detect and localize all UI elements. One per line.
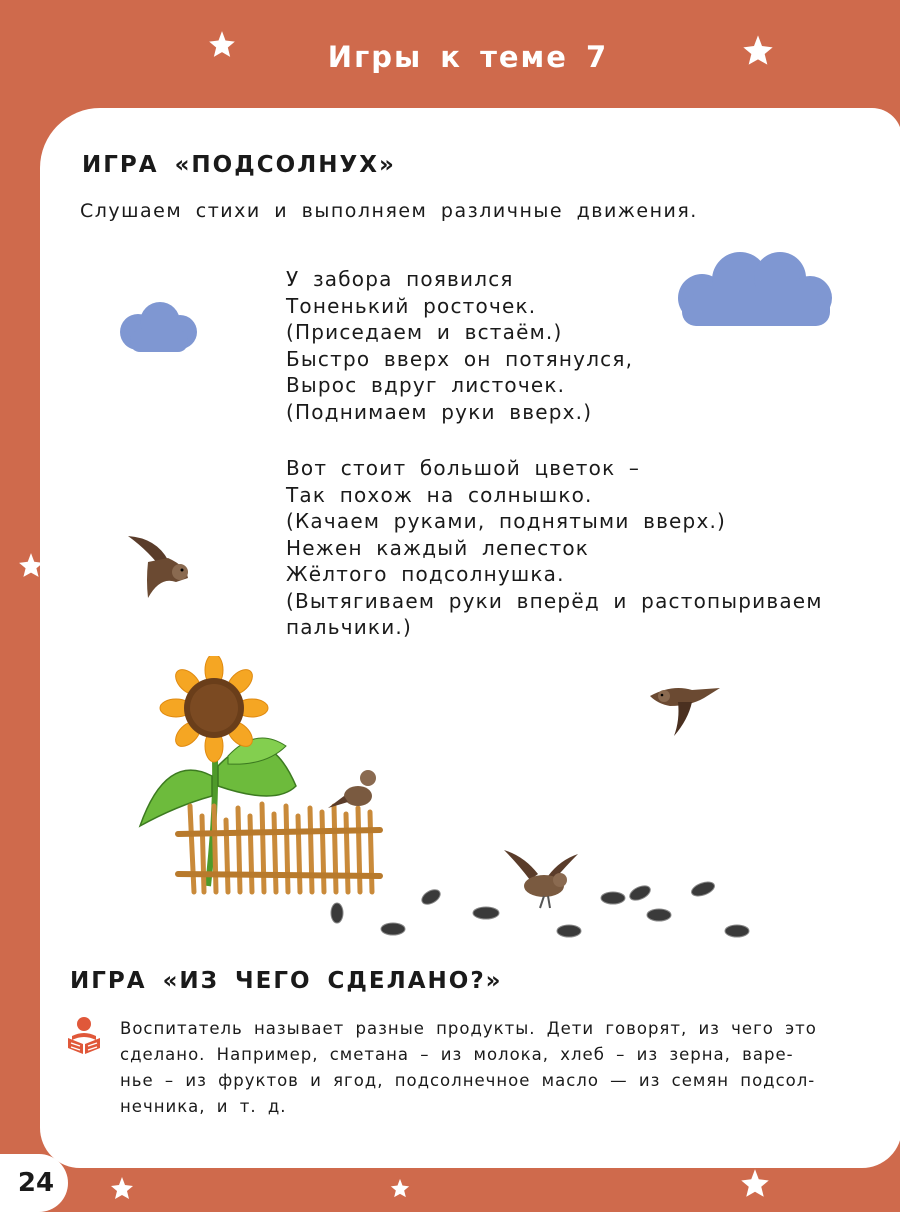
instruction-line: нье – из фруктов и ягод, подсолнечное масло — из семян подсол- (120, 1071, 816, 1090)
instruction-line: Воспитатель называет разные продукты. Дети говорят, из чего это (120, 1019, 817, 1038)
poem-line: Вырос вдруг листочек. (286, 373, 566, 397)
poem-line: (Поднимаем руки вверх.) (286, 399, 593, 424)
instruction-line: нечника, и т. д. (120, 1097, 287, 1116)
poem-line: Нежен каждый лепесток (286, 535, 590, 560)
poem-line: Так похож на солнышко. (286, 482, 593, 507)
star-icon (110, 1176, 134, 1200)
poem-line: (Вытягиваем руки вперёд и растопыриваем (286, 588, 823, 613)
sunflower-icon (136, 656, 386, 906)
seed-icon (472, 906, 500, 920)
poem-line: (Качаем руками, поднятыми вверх.) (286, 509, 727, 533)
poem-line: Жёлтого подсолнушка. (286, 562, 565, 586)
poem-line: (Приседаем и встаём.) (286, 320, 563, 344)
game-title-what-made-of: ИГРА «ИЗ ЧЕГО СДЕЛАНО?» (70, 968, 503, 994)
bird-icon (650, 684, 722, 738)
seed-icon (420, 888, 442, 906)
star-icon (208, 30, 236, 58)
teacher-book-icon (66, 1016, 102, 1054)
cloud-icon (668, 250, 838, 332)
game-title-sunflower: ИГРА «ПОДСОЛНУХ» (82, 152, 396, 178)
instruction-line: сделано. Например, сметана – из молока, хлеб – из зерна, варе- (120, 1045, 794, 1064)
star-icon (390, 1178, 410, 1198)
poem-line: Быстро вверх он потянулся, (286, 346, 634, 371)
page-title: Игры к теме 7 (327, 40, 609, 74)
seed-icon (556, 924, 582, 938)
seed-icon (724, 924, 750, 938)
game-instruction (120, 1016, 880, 1120)
poem-line: У забора появился (286, 267, 514, 291)
seed-icon (690, 880, 716, 898)
seed-icon (628, 884, 652, 902)
poem-line: Тоненький росточек. (286, 293, 537, 318)
bird-icon (504, 850, 578, 910)
poem-line: пальчики.) (286, 615, 412, 639)
seed-icon (330, 902, 344, 924)
seed-icon (380, 922, 406, 936)
bird-icon (128, 532, 192, 600)
star-icon (742, 34, 774, 66)
star-icon (740, 1168, 770, 1198)
poem-stanza-1 (286, 266, 633, 425)
poem-stanza-2 (286, 455, 823, 641)
page-number: 24 (0, 1154, 68, 1212)
game-intro: Слушаем стихи и выполняем различные движения. (80, 200, 698, 222)
seed-icon (646, 908, 672, 922)
seed-icon (600, 890, 626, 906)
cloud-icon (116, 298, 200, 356)
poem-line: Вот стоит большой цветок – (286, 456, 641, 480)
